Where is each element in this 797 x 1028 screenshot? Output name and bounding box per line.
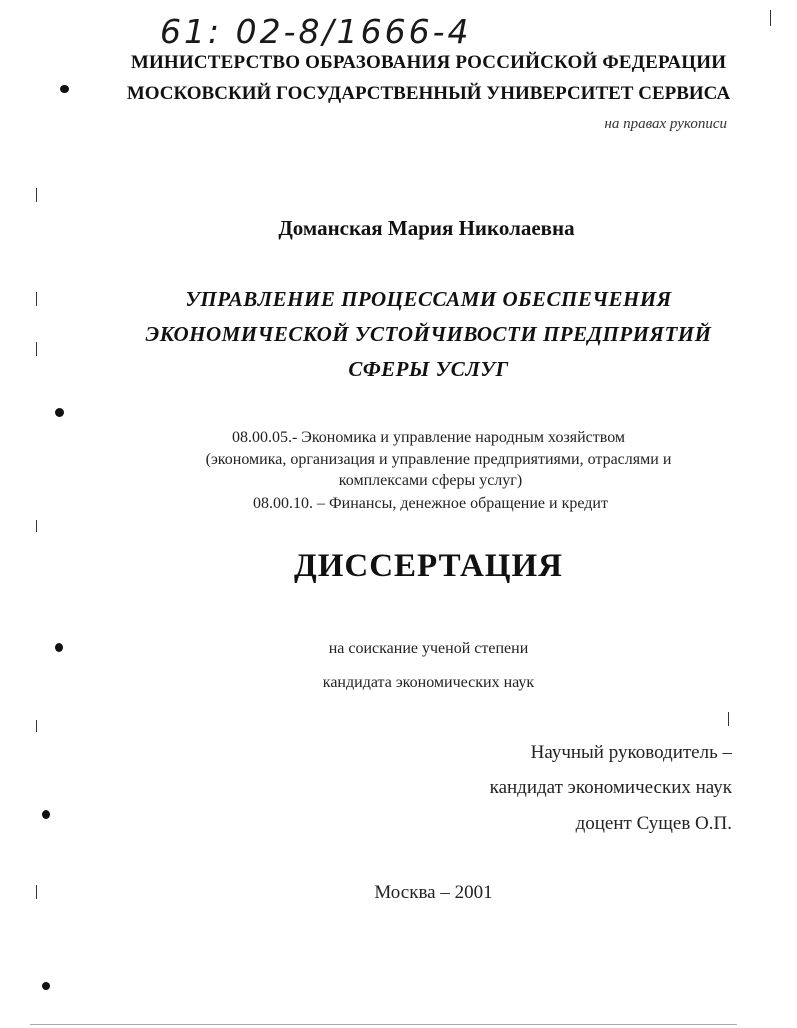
degree-line-1: на соискание ученой степени	[328, 640, 529, 657]
degree-line-2: кандидата экономических наук	[322, 674, 535, 691]
title-line-2: ЭКОНОМИЧЕСКОЙ УСТОЙЧИВОСТИ ПРЕДПРИЯТИЙ	[145, 322, 712, 346]
university-heading: МОСКОВСКИЙ ГОСУДАРСТВЕННЫЙ УНИВЕРСИТЕТ СЕРВИСА	[126, 83, 731, 104]
margin-tick	[36, 342, 37, 356]
ministry-heading: МИНИСТЕРСТВО ОБРАЗОВАНИЯ РОССИЙСКОЙ ФЕДЕРАЦИИ	[130, 52, 727, 73]
margin-tick	[36, 520, 37, 532]
specialty-line-3: комплексами сферы услуг)	[338, 472, 523, 489]
author-name: Доманская Мария Николаевна	[278, 216, 575, 240]
binder-hole-mark	[42, 982, 50, 990]
document-type: ДИССЕРТАЦИЯ	[294, 548, 563, 584]
specialty-line-1: 08.00.05.- Экономика и управление народным хозяйством	[231, 429, 626, 446]
binder-hole-mark	[55, 408, 64, 417]
title-line-1: УПРАВЛЕНИЕ ПРОЦЕССАМИ ОБЕСПЕЧЕНИЯ	[185, 287, 672, 311]
archive-number: 61: 02-8/1666-4	[160, 12, 472, 51]
supervisor-line-1: Научный руководитель –	[530, 742, 732, 763]
binder-hole-mark	[42, 810, 50, 819]
title-line-3: СФЕРЫ УСЛУГ	[348, 357, 509, 381]
city-year: Москва – 2001	[374, 882, 493, 903]
margin-tick	[36, 720, 37, 732]
supervisor-line-3: доцент Сущев О.П.	[575, 813, 732, 834]
manuscript-note: на правах рукописи	[604, 116, 727, 132]
specialty-line-2: (экономика, организация и управление предприятиями, отраслями и	[205, 451, 672, 468]
scan-edge-line	[30, 1024, 737, 1025]
margin-tick	[770, 10, 771, 26]
margin-tick	[728, 712, 729, 726]
supervisor-line-2: кандидат экономических наук	[489, 777, 732, 798]
margin-tick	[36, 885, 37, 899]
binder-hole-mark	[55, 643, 63, 652]
margin-tick	[36, 292, 37, 306]
margin-tick	[36, 188, 37, 202]
binder-hole-mark	[60, 85, 69, 93]
specialty-line-4: 08.00.10. – Финансы, денежное обращение и кредит	[253, 495, 608, 512]
